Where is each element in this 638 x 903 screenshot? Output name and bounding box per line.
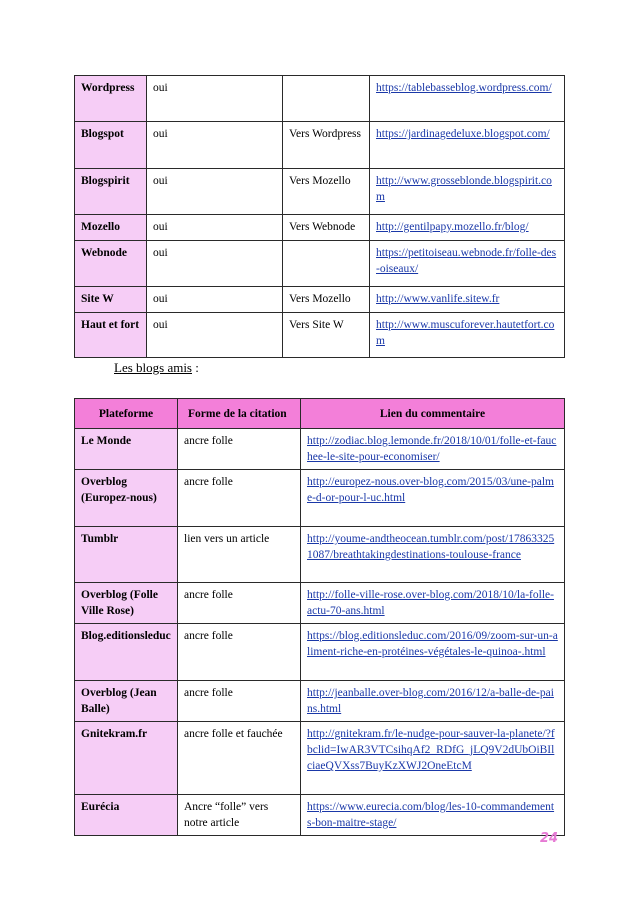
blog-link[interactable]: https://petitoiseau.webnode.fr/folle-des-oiseaux/: [376, 247, 557, 275]
platform-value: oui: [147, 313, 283, 358]
comment-link[interactable]: https://www.eurecia.com/blog/les-10-commandements-bon-maitre-stage/: [307, 801, 555, 829]
citation-form: ancre folle et fauchée: [178, 722, 301, 795]
table-row: [75, 169, 565, 215]
platform-name: Gnitekram.fr: [75, 722, 178, 795]
table-row: [75, 76, 565, 122]
table-row: [75, 624, 565, 681]
table-row: [75, 681, 565, 722]
platform-name: Blogspirit: [75, 169, 147, 215]
citation-form: ancre folle: [178, 583, 301, 624]
table-row: [75, 429, 565, 470]
platform-value: oui: [147, 215, 283, 241]
platform-name: Overblog (Jean Balle): [75, 681, 178, 722]
platform-name: Webnode: [75, 241, 147, 287]
platform-migration: [283, 241, 370, 287]
citation-form: ancre folle: [178, 624, 301, 681]
platform-migration: Vers Webnode: [283, 215, 370, 241]
comment-link[interactable]: https://blog.editionsleduc.com/2016/09/zoom-sur-un-aliment-riche-en-protéines-végétales-le-quinoa-.html: [307, 630, 558, 658]
table-row: [75, 241, 565, 287]
platform-migration: [283, 76, 370, 122]
citation-form: ancre folle: [178, 681, 301, 722]
column-header-link: Lien du commentaire: [301, 399, 565, 429]
comment-link[interactable]: http://youme-andtheocean.tumblr.com/post/178633251087/breathtakingdestinations-toulouse-france: [307, 533, 555, 561]
platform-name: Haut et fort: [75, 313, 147, 358]
platform-name: Overblog (Folle Ville Rose): [75, 583, 178, 624]
table-row: [75, 313, 565, 358]
citation-form: lien vers un article: [178, 527, 301, 583]
platform-value: oui: [147, 287, 283, 313]
citation-form: ancre folle: [178, 470, 301, 527]
platforms-table: [74, 75, 565, 358]
table-row: [75, 795, 565, 836]
section-title-suffix: :: [192, 360, 199, 375]
platform-migration: Vers Mozello: [283, 169, 370, 215]
platform-value: oui: [147, 122, 283, 169]
platform-name: Overblog (Europez-nous): [75, 470, 178, 527]
table-row: [75, 122, 565, 169]
table-row: [75, 470, 565, 527]
header-row: [75, 399, 565, 429]
table-row: [75, 722, 565, 795]
table-row: [75, 215, 565, 241]
section-title-text: Les blogs amis: [114, 360, 192, 375]
blog-link[interactable]: http://www.vanlife.sitew.fr: [376, 293, 500, 305]
table-row: [75, 287, 565, 313]
platform-migration: Vers Wordpress: [283, 122, 370, 169]
column-header-platform: Plateforme: [75, 399, 178, 429]
comment-link[interactable]: http://europez-nous.over-blog.com/2015/03/une-palme-d-or-pour-l-uc.html: [307, 476, 554, 504]
comment-link[interactable]: http://gnitekram.fr/le-nudge-pour-sauver-la-planete/?fbclid=IwAR3VTCsihqAf2_RDfG_jLQ9V2dUbOiBIlciaeQVXss7BuyKzXWJ2OneEtcM: [307, 728, 555, 772]
blog-link[interactable]: https://jardinagedeluxe.blogspot.com/: [376, 128, 550, 140]
blog-link[interactable]: http://www.muscuforever.hautetfort.com: [376, 319, 555, 347]
blog-link[interactable]: https://tablebasseblog.wordpress.com/: [376, 82, 552, 94]
citation-form: ancre folle: [178, 429, 301, 470]
friends-blogs-table: [74, 398, 565, 836]
platform-name: Mozello: [75, 215, 147, 241]
platform-migration: Vers Site W: [283, 313, 370, 358]
citation-form: Ancre “folle” vers notre article: [178, 795, 301, 836]
page-number: 24: [540, 831, 559, 846]
platform-value: oui: [147, 241, 283, 287]
blog-link[interactable]: http://www.grosseblonde.blogspirit.com: [376, 175, 552, 203]
platform-name: Eurécia: [75, 795, 178, 836]
comment-link[interactable]: http://zodiac.blog.lemonde.fr/2018/10/01/folle-et-fauchee-le-site-pour-economiser/: [307, 435, 557, 463]
platform-name: Blog.editionsleduc: [75, 624, 178, 681]
platform-value: oui: [147, 169, 283, 215]
platform-name: Le Monde: [75, 429, 178, 470]
comment-link[interactable]: http://jeanballe.over-blog.com/2016/12/a-balle-de-pains.html: [307, 687, 554, 715]
column-header-citation: Forme de la citation: [178, 399, 301, 429]
platform-name: Tumblr: [75, 527, 178, 583]
platform-name: Blogspot: [75, 122, 147, 169]
platform-migration: Vers Mozello: [283, 287, 370, 313]
section-title: [114, 360, 199, 376]
comment-link[interactable]: http://folle-ville-rose.over-blog.com/2018/10/la-folle-actu-70-ans.html: [307, 589, 554, 617]
table-row: [75, 583, 565, 624]
blog-link[interactable]: http://gentilpapy.mozello.fr/blog/: [376, 221, 529, 233]
platform-value: oui: [147, 76, 283, 122]
platform-name: Wordpress: [75, 76, 147, 122]
table-row: [75, 527, 565, 583]
platform-name: Site W: [75, 287, 147, 313]
